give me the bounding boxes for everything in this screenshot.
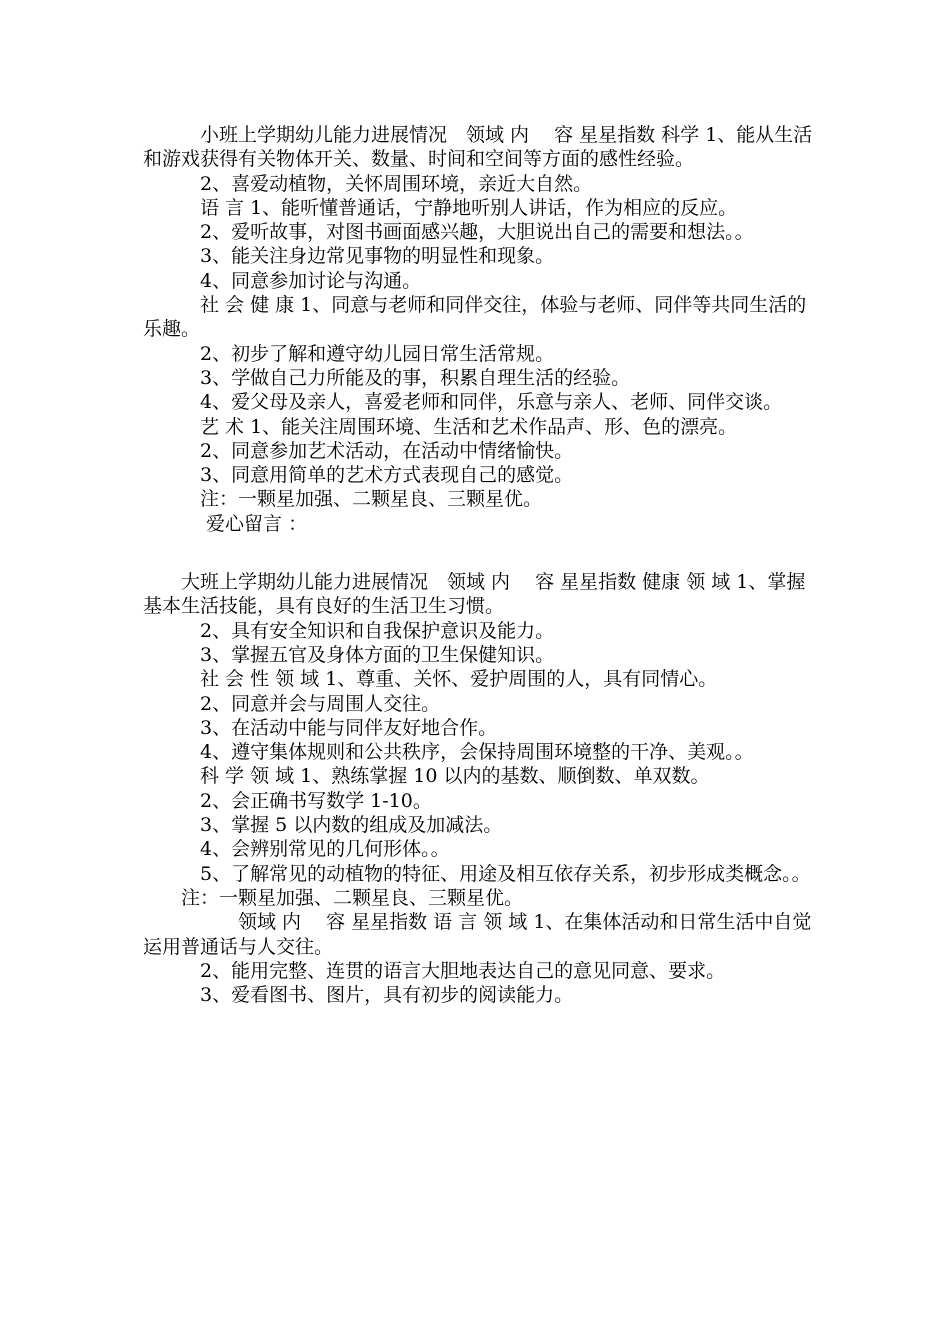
big-class-section (143, 570, 823, 1007)
paragraph: 3、同意用简单的艺术方式表现自己的感觉。 (143, 464, 574, 487)
paragraph: 2、会正确书写数学 1-10。 (143, 789, 432, 812)
section-gap (143, 536, 823, 570)
paragraph: 小班上学期幼儿能力进展情况 领域 内 容 星星指数 科学 1、能从生活和游戏获得有关物体开关、数量、时间和空间等方面的感性经验。 (143, 124, 813, 171)
note-text: 注：一颗星加强、二颗星良、三颗星优。 (143, 886, 524, 909)
paragraph: 2、初步了解和遵守幼儿园日常生活常规。 (143, 342, 555, 365)
paragraph: 2、爱听故事，对图书画面感兴趣，大胆说出自己的需要和想法。。 (143, 221, 754, 244)
paragraph: 3、掌握 5 以内数的组成及加减法。 (143, 814, 503, 837)
paragraph: 3、能关注身边常见事物的明显性和现象。 (143, 245, 555, 268)
small-class-section (143, 123, 823, 536)
paragraph: 大班上学期幼儿能力进展情况 领域 内 容 星星指数 健康 领 域 1、掌握基本生活技能，具有良好的生活卫生习惯。 (143, 571, 806, 618)
paragraph: 2、同意参加艺术活动，在活动中情绪愉快。 (143, 439, 574, 462)
paragraph: 科 学 领 域 1、熟练掌握 10 以内的基数、顺倒数、单双数。 (143, 765, 710, 788)
message-label: 爱心留言 ： (143, 512, 308, 535)
paragraph: 4、同意参加讨论与沟通。 (143, 269, 422, 292)
paragraph: 艺 术 1、能关注周围环境、生活和艺术作品声、形、色的漂亮。 (143, 415, 738, 438)
paragraph: 社 会 性 领 域 1、尊重、关怀、爱护周围的人，具有同情心。 (143, 668, 718, 691)
paragraph: 3、学做自己力所能及的事，积累自理生活的经验。 (143, 366, 631, 389)
paragraph: 2、能用完整、连贯的语言大胆地表达自己的意见同意、要求。 (143, 959, 726, 982)
paragraph: 2、具有安全知识和自我保护意识及能力。 (143, 619, 555, 642)
paragraph: 3、掌握五官及身体方面的卫生保健知识。 (143, 643, 555, 666)
paragraph: 4、会辨别常见的几何形体。。 (143, 838, 450, 861)
paragraph: 4、遵守集体规则和公共秩序，会保持周围环境整的干净、美观。。 (143, 741, 754, 764)
paragraph: 5、了解常见的动植物的特征、用途及相互依存关系，初步形成类概念。。 (143, 862, 811, 885)
paragraph: 语 言 1、能听懂普通话，宁静地听别人讲话，作为相应的反应。 (143, 196, 738, 219)
paragraph: 4、爱父母及亲人，喜爱老师和同伴，乐意与亲人、老师、同伴交谈。 (143, 391, 783, 414)
paragraph: 社 会 健 康 1、同意与老师和同伴交往，体验与老师、同伴等共同生活的乐趣。 (143, 294, 807, 341)
note-text: 注：一颗星加强、二颗星良、三颗星优。 (143, 488, 543, 511)
paragraph: 3、在活动中能与同伴友好地合作。 (143, 716, 498, 739)
document-body (143, 123, 823, 1007)
paragraph: 3、爱看图书、图片，具有初步的阅读能力。 (143, 984, 574, 1007)
paragraph: 2、同意并会与周围人交往。 (143, 692, 441, 715)
paragraph: 2、喜爱动植物，关怀周围环境，亲近大自然。 (143, 172, 593, 195)
paragraph: 领域 内 容 星星指数 语 言 领 域 1、在集体活动和日常生活中自觉运用普通话与人交往。 (143, 911, 812, 958)
